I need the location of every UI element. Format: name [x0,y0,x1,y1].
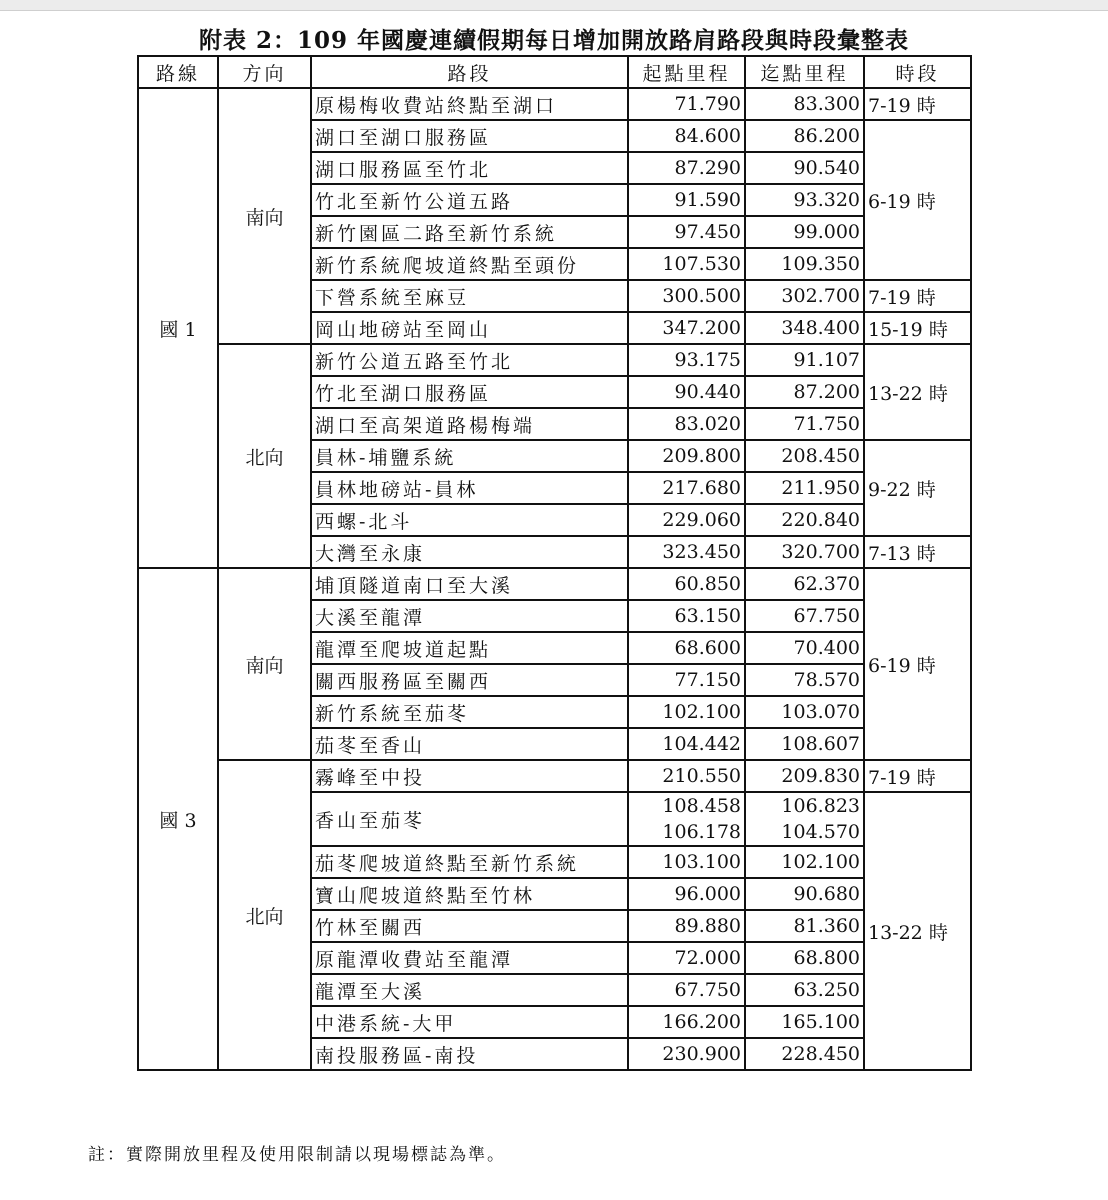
header-direction: 方向 [218,56,311,88]
start-km-cell: 93.175 [628,344,745,376]
segment-cell: 新竹園區二路至新竹系統 [311,216,628,248]
table-row [138,760,971,792]
start-km-cell: 217.680 [628,472,745,504]
start-km-cell: 102.100 [628,696,745,728]
segment-cell: 員林地磅站-員林 [311,472,628,504]
end-km-cell: 78.570 [745,664,864,696]
end-km-cell: 87.200 [745,376,864,408]
end-km-cell: 228.450 [745,1038,864,1070]
segment-cell: 埔頂隧道南口至大溪 [311,568,628,600]
end-km-cell: 90.540 [745,152,864,184]
header-time: 時段 [864,56,971,88]
end-km-cell: 62.370 [745,568,864,600]
end-km-line: 106.823 [781,795,860,817]
time-cell: 7-13 時 [864,536,971,568]
header-start: 起點里程 [628,56,745,88]
table-row [138,344,971,376]
start-km-cell: 104.442 [628,728,745,760]
footnote: 註：實際開放里程及使用限制請以現場標誌為準。 [88,1145,506,1165]
segment-cell: 湖口服務區至竹北 [311,152,628,184]
end-km-cell: 99.000 [745,216,864,248]
start-km-cell: 72.000 [628,942,745,974]
segment-cell: 關西服務區至關西 [311,664,628,696]
end-km-line: 104.570 [781,821,860,843]
start-km-cell: 83.020 [628,408,745,440]
end-km-cell: 109.350 [745,248,864,280]
start-km-cell: 97.450 [628,216,745,248]
segment-cell: 中港系統-大甲 [311,1006,628,1038]
segment-cell: 原楊梅收費站終點至湖口 [311,88,628,120]
segment-cell: 香山至茄苳 [311,792,628,846]
start-km-cell: 60.850 [628,568,745,600]
shoulder-schedule-table [137,55,972,1071]
start-km-cell: 68.600 [628,632,745,664]
route-cell: 國 3 [138,568,218,1070]
start-km-cell: 210.550 [628,760,745,792]
end-km-cell: 220.840 [745,504,864,536]
segment-cell: 竹北至湖口服務區 [311,376,628,408]
end-km-cell: 70.400 [745,632,864,664]
end-km-cell: 348.400 [745,312,864,344]
end-km-cell: 302.700 [745,280,864,312]
direction-cell: 北向 [218,344,311,568]
time-cell: 7-19 時 [864,88,971,120]
header-row [138,56,971,88]
end-km-cell: 83.300 [745,88,864,120]
table-row [138,88,971,120]
segment-cell: 茄苳爬坡道終點至新竹系統 [311,846,628,878]
time-cell: 7-19 時 [864,760,971,792]
end-km-cell: 165.100 [745,1006,864,1038]
direction-cell: 南向 [218,568,311,760]
segment-cell: 霧峰至中投 [311,760,628,792]
table-row [138,568,971,600]
start-km-cell: 209.800 [628,440,745,472]
time-cell: 7-19 時 [864,280,971,312]
start-km-cell: 91.590 [628,184,745,216]
start-km-cell: 300.500 [628,280,745,312]
end-km-cell: 208.450 [745,440,864,472]
end-km-cell: 90.680 [745,878,864,910]
header-segment: 路段 [311,56,628,88]
time-cell: 6-19 時 [864,120,971,280]
table-title: 附表 2：109 年國慶連續假期每日增加開放路肩路段與時段彙整表 [198,27,910,54]
start-km-cell: 84.600 [628,120,745,152]
direction-cell: 北向 [218,760,311,1070]
segment-cell: 員林-埔鹽系統 [311,440,628,472]
start-km-cell: 96.000 [628,878,745,910]
segment-cell: 龍潭至爬坡道起點 [311,632,628,664]
end-km-cell: 81.360 [745,910,864,942]
end-km-cell [745,792,864,846]
segment-cell: 大灣至永康 [311,536,628,568]
end-km-cell: 108.607 [745,728,864,760]
segment-cell: 竹北至新竹公道五路 [311,184,628,216]
end-km-cell: 67.750 [745,600,864,632]
start-km-line: 108.458 [662,795,741,817]
end-km-cell: 63.250 [745,974,864,1006]
segment-cell: 竹林至關西 [311,910,628,942]
start-km-cell: 230.900 [628,1038,745,1070]
segment-cell: 龍潭至大溪 [311,974,628,1006]
time-cell: 6-19 時 [864,568,971,760]
time-cell: 9-22 時 [864,440,971,536]
segment-cell: 西螺-北斗 [311,504,628,536]
segment-cell: 下營系統至麻豆 [311,280,628,312]
start-km-cell: 166.200 [628,1006,745,1038]
segment-cell: 新竹系統爬坡道終點至頭份 [311,248,628,280]
segment-cell: 新竹系統至茄苳 [311,696,628,728]
viewer-top-edge [0,0,1108,11]
header-end: 迄點里程 [745,56,864,88]
segment-cell: 岡山地磅站至岡山 [311,312,628,344]
time-cell: 15-19 時 [864,312,971,344]
segment-cell: 湖口至湖口服務區 [311,120,628,152]
start-km-cell: 71.790 [628,88,745,120]
segment-cell: 南投服務區-南投 [311,1038,628,1070]
end-km-cell: 103.070 [745,696,864,728]
end-km-cell: 93.320 [745,184,864,216]
start-km-cell: 107.530 [628,248,745,280]
end-km-cell: 68.800 [745,942,864,974]
end-km-cell: 209.830 [745,760,864,792]
start-km-cell: 87.290 [628,152,745,184]
start-km-cell: 67.750 [628,974,745,1006]
segment-cell: 湖口至高架道路楊梅端 [311,408,628,440]
start-km-cell: 63.150 [628,600,745,632]
time-cell: 13-22 時 [864,792,971,1070]
segment-cell: 大溪至龍潭 [311,600,628,632]
start-km-cell: 229.060 [628,504,745,536]
direction-cell: 南向 [218,88,311,344]
start-km-cell: 103.100 [628,846,745,878]
segment-cell: 原龍潭收費站至龍潭 [311,942,628,974]
end-km-cell: 102.100 [745,846,864,878]
start-km-cell [628,792,745,846]
end-km-cell: 71.750 [745,408,864,440]
time-cell: 13-22 時 [864,344,971,440]
segment-cell: 新竹公道五路至竹北 [311,344,628,376]
segment-cell: 寶山爬坡道終點至竹林 [311,878,628,910]
header-route: 路線 [138,56,218,88]
end-km-cell: 320.700 [745,536,864,568]
start-km-cell: 347.200 [628,312,745,344]
start-km-cell: 77.150 [628,664,745,696]
start-km-cell: 90.440 [628,376,745,408]
start-km-cell: 89.880 [628,910,745,942]
segment-cell: 茄苳至香山 [311,728,628,760]
end-km-cell: 211.950 [745,472,864,504]
route-cell: 國 1 [138,88,218,568]
start-km-cell: 323.450 [628,536,745,568]
end-km-cell: 86.200 [745,120,864,152]
end-km-cell: 91.107 [745,344,864,376]
start-km-line: 106.178 [662,821,741,843]
